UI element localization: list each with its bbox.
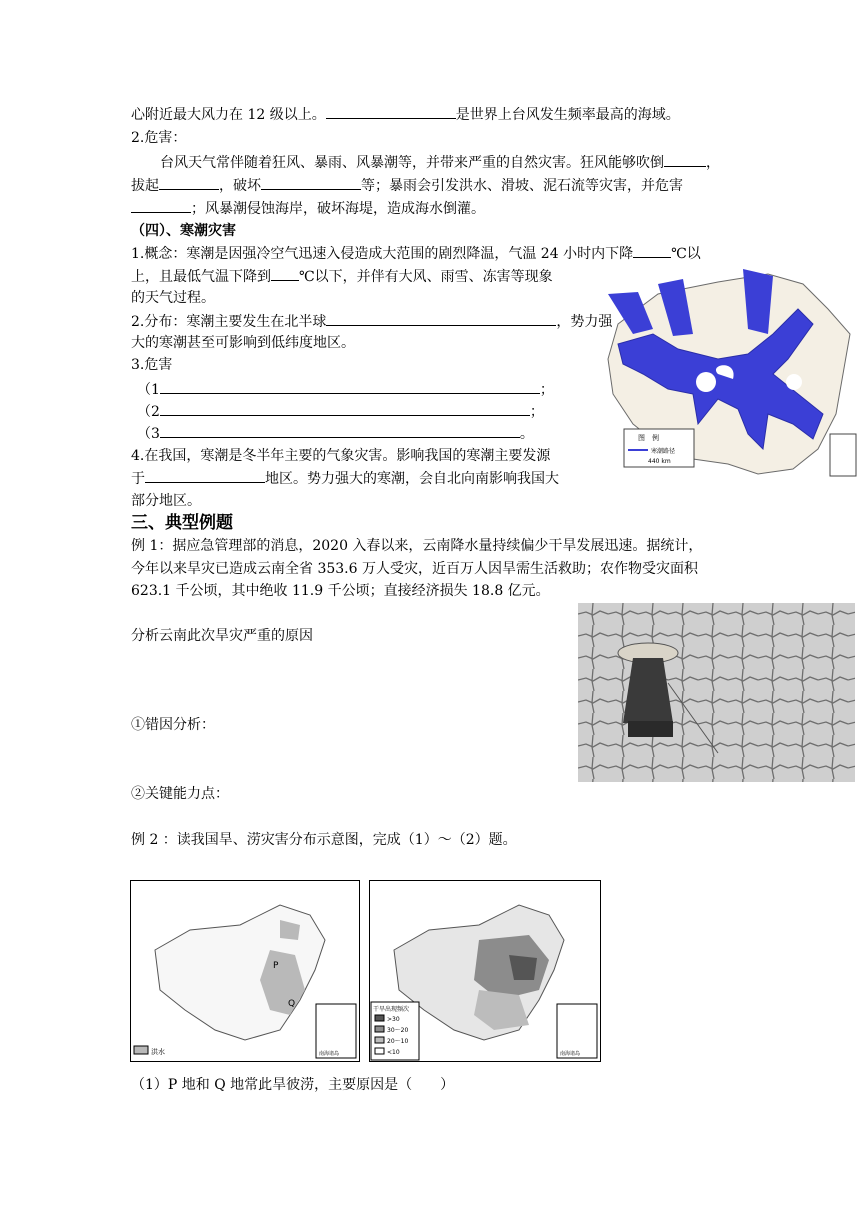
legend-item-2: 30～20 bbox=[387, 1027, 409, 1034]
legend-title: 图 例 bbox=[638, 434, 659, 442]
example-1-line-1: 例 1：据应急管理部的消息，2020 入春以来，云南降水量持续偏少干旱发展迅速。据统计， bbox=[131, 538, 703, 554]
flood-legend: 洪水 bbox=[151, 1048, 165, 1056]
cold-text-line-1: 1.概念：寒潮是因强冷空气迅速入侵造成大范围的剧烈降温，气温 24 小时内下降 ℃以 bbox=[131, 243, 701, 264]
blank[interactable] bbox=[160, 423, 520, 438]
cold-harm-1: （1 ； bbox=[137, 379, 554, 400]
blank[interactable] bbox=[131, 198, 191, 213]
question-1: （1）P 地和 Q 地常此旱彼涝，主要原因是（ ） bbox=[131, 1077, 455, 1093]
blank[interactable] bbox=[160, 379, 540, 394]
section-cold-wave-heading: （四）、寒潮灾害 bbox=[131, 223, 236, 239]
example-2-line: 例 2 ：读我国旱、涝灾害分布示意图，完成（1）～（2）题。 bbox=[131, 832, 517, 848]
example-1-line-3: 623.1 千公顷，其中绝收 11.9 千公顷；直接经济损失 18.8 亿元。 bbox=[131, 583, 550, 599]
flood-map bbox=[130, 880, 360, 1062]
blank[interactable] bbox=[145, 468, 265, 483]
cold-text-line-10: 4.在我国，寒潮是冬半年主要的气象灾害。影响我国的寒潮主要发源 bbox=[131, 448, 551, 464]
typhoon-text-line-4: 拔起 ，破坏 等；暴雨会引发洪水、滑坡、泥石流等灾害，并危害 bbox=[131, 175, 683, 196]
question-analysis: 分析云南此次旱灾严重的原因 bbox=[131, 628, 313, 644]
cold-wave-map bbox=[598, 264, 860, 486]
blank[interactable] bbox=[159, 175, 219, 190]
blank[interactable] bbox=[160, 401, 530, 416]
drought-legend-title: 干旱出现频次 bbox=[373, 1006, 410, 1013]
cold-harm-3: （3 。 bbox=[137, 423, 534, 444]
example-1-line-2: 今年以来旱灾已造成云南全省 353.6 万人受灾，近百万人因旱需生活救助；农作物受灾面积 bbox=[131, 561, 698, 577]
label-p: P bbox=[273, 961, 279, 971]
cold-text-line-5: 大的寒潮甚至可影响到低纬度地区。 bbox=[131, 335, 355, 351]
section-examples-heading: 三、典型例题 bbox=[131, 513, 233, 533]
cold-harm-2: （2 ； bbox=[137, 401, 544, 422]
blank[interactable] bbox=[271, 266, 299, 281]
legend-item: 寒潮路径 bbox=[651, 448, 676, 455]
blank[interactable] bbox=[326, 311, 556, 326]
inset-label: 南海诸岛 bbox=[319, 1051, 340, 1057]
label-q: Q bbox=[288, 999, 296, 1009]
typhoon-text-line-3: 台风天气常伴随着狂风、暴雨、风暴潮等，并带来严重的自然灾害。狂风能够吹倒 ， bbox=[160, 152, 720, 173]
legend-item-3: 20～10 bbox=[387, 1038, 409, 1045]
typhoon-text-line-1: 心附近最大风力在 12 级以上。 是世界上台风发生频率最高的海域。 bbox=[131, 104, 680, 125]
blank[interactable] bbox=[664, 152, 706, 167]
cold-text-line-2: 上，且最低气温下降到 ℃以下，并伴有大风、雨雪、冻害等现象 bbox=[131, 266, 553, 287]
cold-text-line-3: 的天气过程。 bbox=[131, 290, 215, 306]
drought-photo bbox=[578, 603, 855, 782]
typhoon-harm-heading: 2.危害： bbox=[131, 130, 187, 146]
legend-item-4: <10 bbox=[387, 1049, 400, 1056]
scale-label: 440 km bbox=[648, 458, 671, 465]
blank[interactable] bbox=[326, 104, 456, 119]
typhoon-text-line-5: ；风暴潮侵蚀海岸，破坏海堤，造成海水倒灌。 bbox=[131, 198, 485, 219]
cold-harm-heading: 3.危害 bbox=[131, 357, 173, 373]
error-analysis-label: ①错因分析： bbox=[131, 717, 215, 733]
cold-text-line-11: 于 地区。势力强大的寒潮，会自北向南影响我国大 bbox=[131, 468, 559, 489]
drought-map bbox=[369, 880, 601, 1062]
cold-text-line-4: 2.分布：寒潮主要发生在北半球 ，势力强 bbox=[131, 311, 612, 332]
cold-text-line-12: 部分地区。 bbox=[131, 493, 201, 509]
key-ability-label: ②关键能力点： bbox=[131, 786, 229, 802]
legend-item-1: >30 bbox=[387, 1016, 400, 1023]
blank[interactable] bbox=[633, 243, 671, 258]
blank[interactable] bbox=[261, 175, 361, 190]
inset-label: 南海诸岛 bbox=[560, 1051, 581, 1057]
